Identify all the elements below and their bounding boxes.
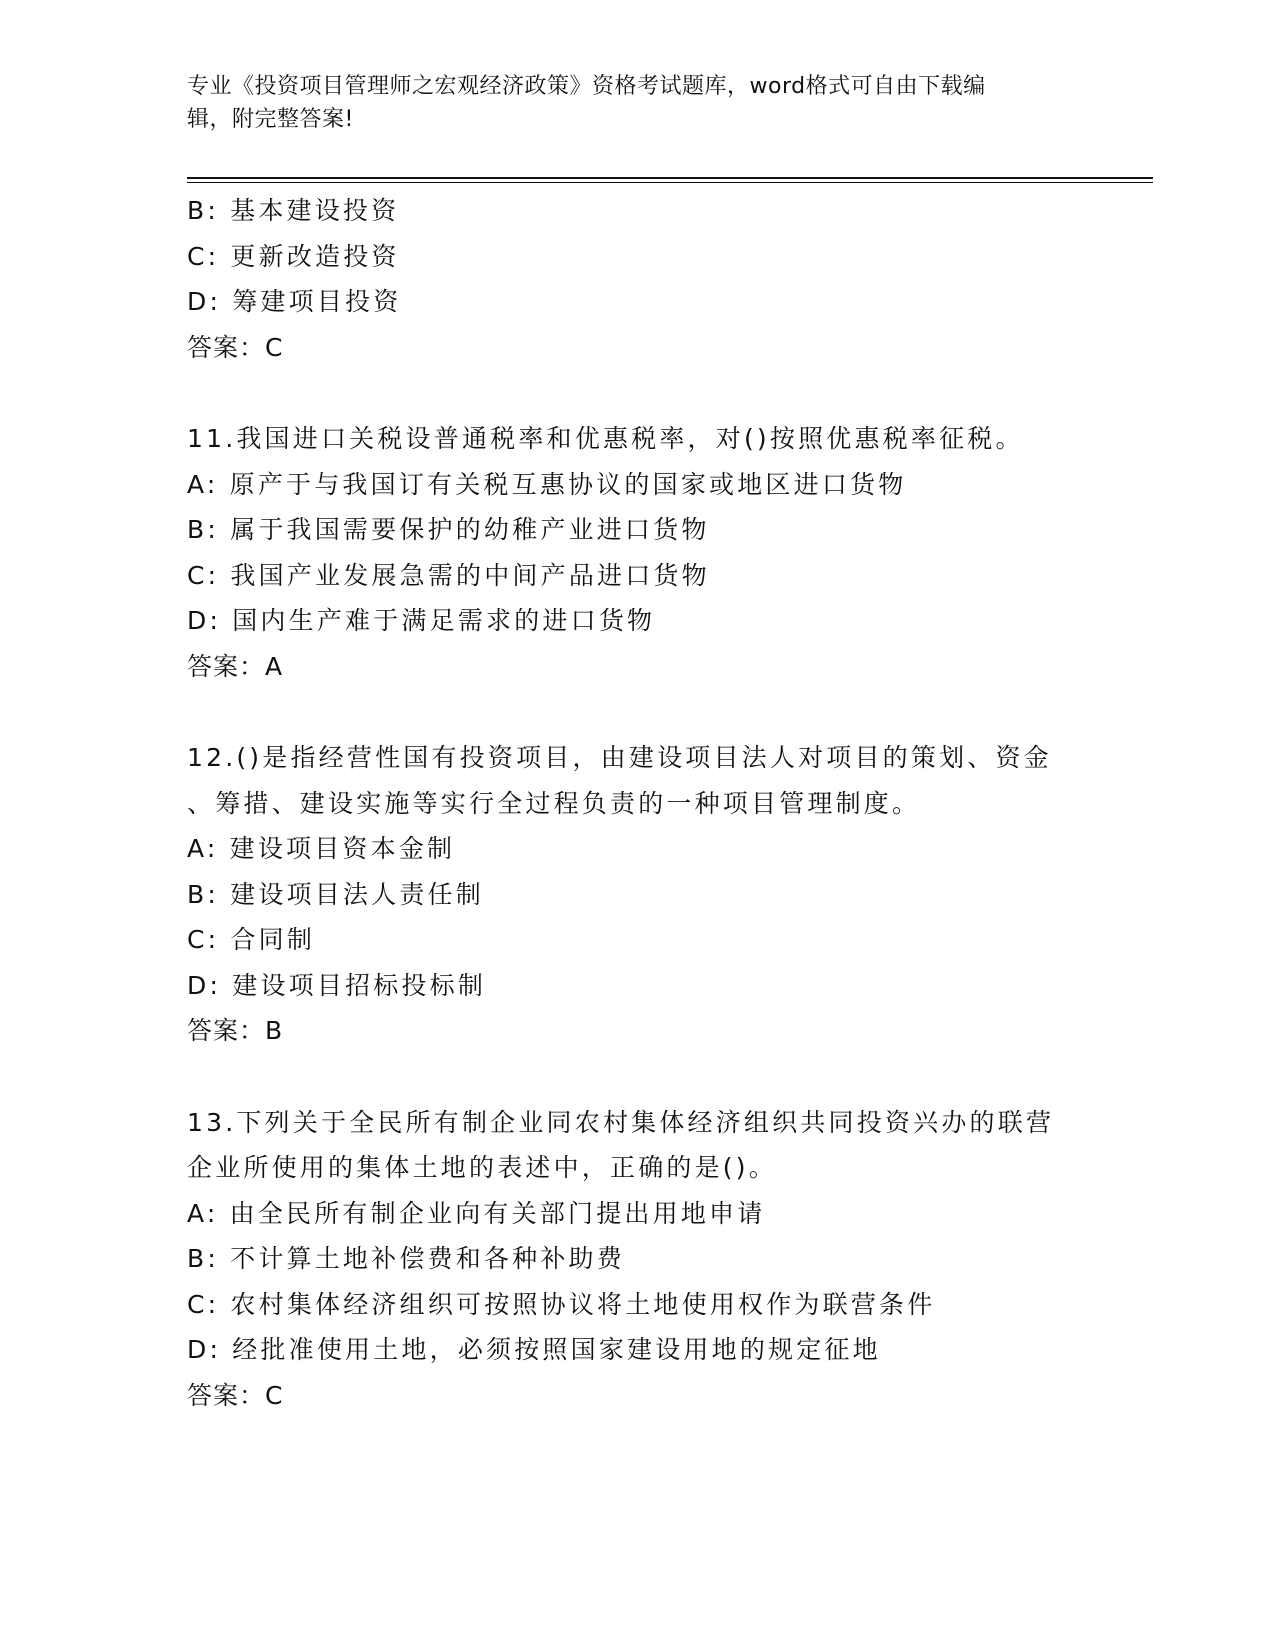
answer: 答案：B [187, 1016, 284, 1045]
spacer [187, 370, 1087, 416]
option-d: D: 国内生产难于满足需求的进口货物 [187, 606, 656, 635]
option-c: C: 更新改造投资 [187, 241, 400, 271]
header-rule-thin [187, 182, 1153, 183]
answer: 答案：C [187, 1380, 284, 1410]
question-12 [187, 735, 1087, 1054]
option-d: D: 经批准使用土地，必须按照国家建设用地的规定征地 [187, 1335, 881, 1364]
option-d: D: 建设项目招标投标制 [187, 970, 487, 1000]
option-b: B: 不计算土地补偿费和各种补助费 [187, 1244, 625, 1273]
header-rule-thick [187, 177, 1153, 179]
option-c: C: 我国产业发展急需的中间产品进口货物 [187, 560, 710, 590]
spacer [187, 1054, 1087, 1100]
question-11 [187, 416, 1087, 689]
question-partial [187, 188, 1087, 370]
option-a: A: 建设项目资本金制 [187, 834, 456, 863]
option-b: B: 基本建设投资 [187, 196, 400, 225]
question-stem-line-1: 13.下列关于全民所有制企业同农村集体经济组织共同投资兴办的联营 [187, 1107, 1055, 1137]
question-13 [187, 1100, 1087, 1419]
option-b: B: 建设项目法人责任制 [187, 879, 484, 909]
option-c: C: 合同制 [187, 925, 316, 954]
option-a: A: 由全民所有制企业向有关部门提出用地申请 [187, 1198, 766, 1228]
answer: 答案：A [187, 651, 284, 681]
answer: 答案：C [187, 332, 284, 362]
question-stem: 11.我国进口关税设普通税率和优惠税率，对()按照优惠税率征税。 [187, 424, 1024, 453]
option-d: D: 筹建项目投资 [187, 287, 402, 316]
question-stem-line-1: 12.()是指经营性国有投资项目，由建设项目法人对项目的策划、资金 [187, 743, 1052, 772]
option-a: A: 原产于与我国订有关税互惠协议的国家或地区进口货物 [187, 469, 907, 499]
header-text-line-1: 专业《投资项目管理师之宏观经济政策》资格考试题库，word格式可自由下载编 [187, 74, 986, 99]
question-stem-line-2: 、筹措、建设实施等实行全过程负责的一种项目管理制度。 [187, 788, 921, 818]
question-list [187, 188, 1087, 1418]
option-b: B: 属于我国需要保护的幼稚产业进口货物 [187, 515, 710, 544]
spacer [187, 689, 1087, 735]
option-c: C: 农村集体经济组织可按照协议将土地使用权作为联营条件 [187, 1289, 936, 1319]
header-text-line-2: 辑，附完整答案! [187, 107, 354, 132]
question-stem-line-2: 企业所使用的集体土地的表述中，正确的是()。 [187, 1153, 777, 1182]
page-header [187, 70, 1077, 136]
